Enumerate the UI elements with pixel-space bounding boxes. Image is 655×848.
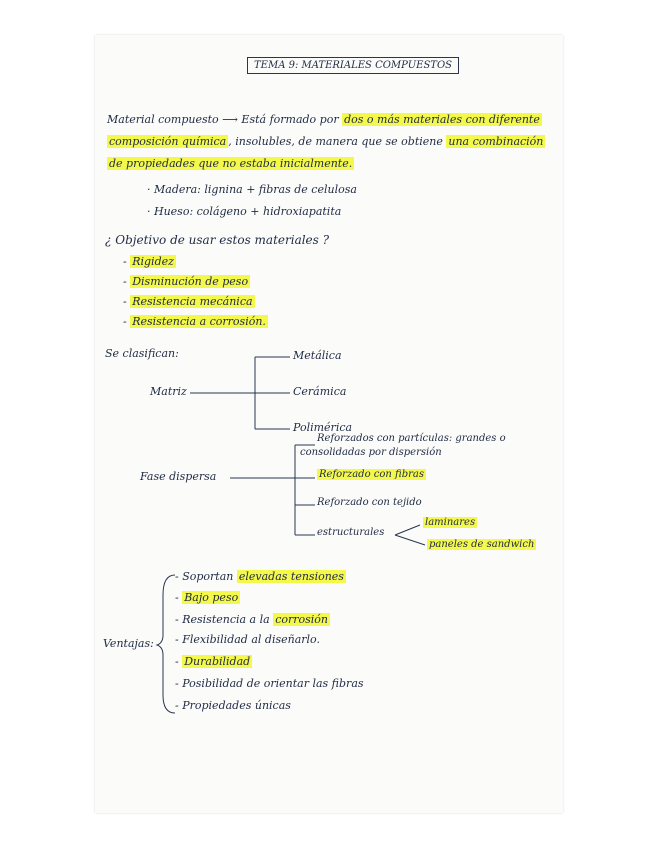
objective-question: ¿ Objetivo de usar estos materiales ? [105, 233, 330, 247]
advantage-item: - Bajo peso [175, 591, 239, 604]
phase-fibers: Reforzado con fibras [319, 469, 424, 480]
classification-heading: Se clasifican: [105, 347, 179, 360]
definition-highlight-1: dos o más materiales con diferente [344, 113, 540, 126]
objective-item: - Resistencia a corrosión. [123, 315, 266, 328]
matrix-type: Polimérica [293, 421, 353, 434]
advantage-item: - Propiedades únicas [175, 699, 291, 712]
phase-fabric: Reforzado con tejido [317, 497, 422, 508]
phase-structural: estructurales [317, 527, 385, 538]
advantages-label: Ventajas: [103, 637, 154, 650]
phase-particles-cont: consolidadas por dispersión [300, 447, 442, 458]
matrix-label: Matriz [150, 385, 187, 398]
matrix-type: Metálica [293, 349, 342, 362]
definition-text-plain-2: , insolubles, de manera que se obtiene [228, 135, 447, 148]
advantage-item: - Posibilidad de orientar las fibras [175, 677, 364, 690]
advantage-item: - Resistencia a la corrosión [175, 613, 328, 626]
definition-term: Material compuesto [107, 113, 219, 126]
definition-text-plain: Está formado por [241, 113, 343, 126]
definition-highlight-3: una combinación [448, 135, 544, 148]
phase-particles: Reforzados con partículas: grandes o [317, 433, 506, 444]
definition-highlight-2: composición química [109, 135, 227, 148]
matrix-type: Cerámica [293, 385, 347, 398]
objective-item: - Rigidez [123, 255, 174, 268]
objective-item: - Resistencia mecánica [123, 295, 253, 308]
structural-laminated: laminares [425, 517, 476, 528]
example-wood: · Madera: lignina + fibras de celulosa [147, 183, 357, 196]
notebook-page [95, 35, 563, 813]
definition-arrow: ⟶ [222, 113, 242, 126]
structural-sandwich: paneles de sandwich [429, 539, 535, 550]
example-bone: · Hueso: colágeno + hidroxiapatita [147, 205, 342, 218]
phase-label: Fase dispersa [140, 470, 217, 483]
objective-item: - Disminución de peso [123, 275, 249, 288]
definition-highlight-4: de propiedades que no estaba inicialmente. [109, 157, 353, 170]
advantage-item: - Flexibilidad al diseñarlo. [175, 633, 320, 646]
advantage-item: - Soportan elevadas tensiones [175, 570, 344, 583]
page-title: TEMA 9: MATERIALES COMPUESTOS [247, 57, 459, 74]
advantage-item: - Durabilidad [175, 655, 251, 668]
